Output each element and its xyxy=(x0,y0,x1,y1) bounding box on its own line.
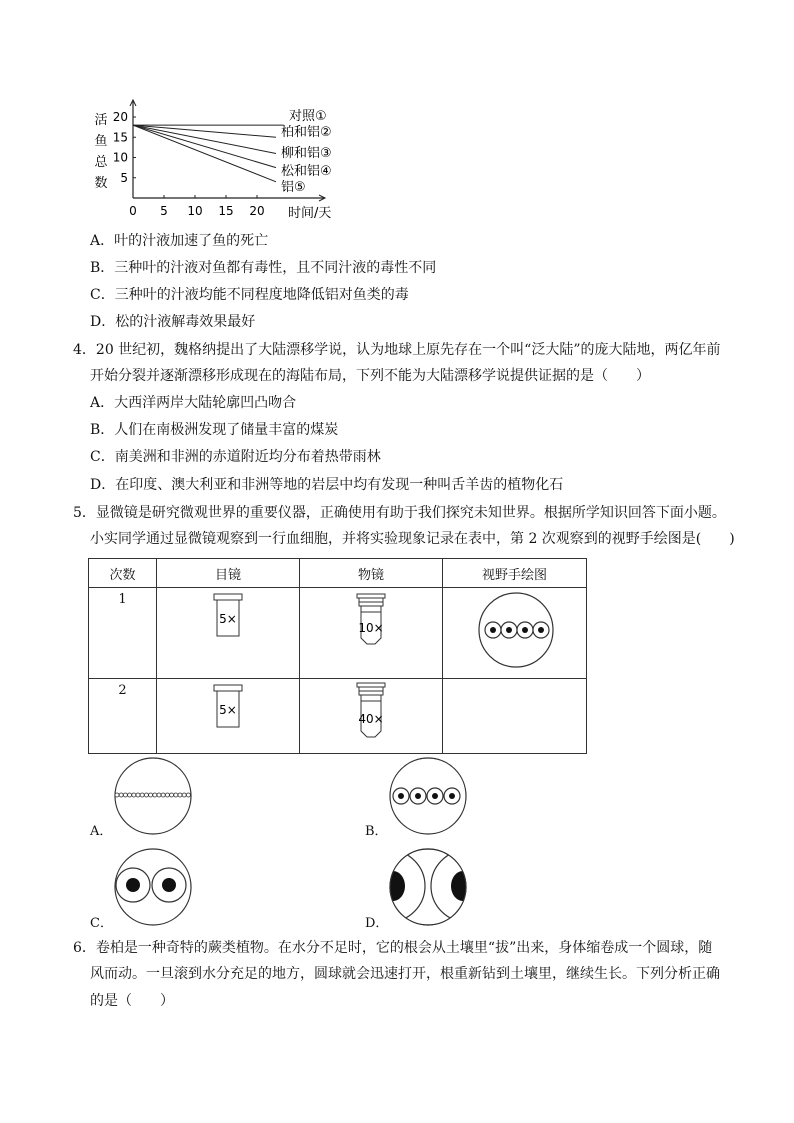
option-c-label: C． xyxy=(90,916,113,931)
eyepiece-magnification: 5× xyxy=(219,703,237,717)
eyepiece-magnification: 5× xyxy=(219,612,237,626)
table-cell-trial: 1 xyxy=(89,588,157,679)
x-tick-label: 15 xyxy=(218,204,234,218)
y-tick-label: 15 xyxy=(112,130,128,145)
table-header: 目镜 xyxy=(157,559,300,588)
tiny-cell xyxy=(149,793,153,797)
x-tick-label: 0 xyxy=(129,204,137,218)
x-tick-label: 5 xyxy=(160,204,168,218)
option-b-figure xyxy=(387,755,469,837)
table-cell-eyepiece xyxy=(157,588,300,679)
series-label: 松和铝④ xyxy=(281,164,332,179)
objective-magnification: 40× xyxy=(358,712,384,726)
chart-y-axis-label xyxy=(94,113,108,191)
tiny-cell xyxy=(153,793,157,797)
series-label: 对照① xyxy=(289,109,327,124)
tiny-cell xyxy=(182,793,186,797)
table-header: 物镜 xyxy=(300,559,443,588)
chart-x-axis-label: 时间/天 xyxy=(288,206,332,221)
table-cell-drawing xyxy=(443,588,587,679)
table-cell-drawing-empty xyxy=(443,679,587,754)
fish-survival-chart xyxy=(85,98,365,226)
tiny-cell xyxy=(144,793,148,797)
option-d-label: D． xyxy=(365,916,389,931)
q6-stem-line1: 6．卷柏是一种奇特的蕨类植物。在水分不足时，它的根会从土壤里“拔”出来，身体缩卷成一个圆球，随 xyxy=(73,940,713,956)
tiny-cell xyxy=(136,793,140,797)
tiny-cell xyxy=(115,793,119,797)
q4-option-d: D．在印度、澳大利亚和非洲等地的岩层中均有发现一种叫舌羊齿的植物化石 xyxy=(90,477,564,493)
table-cell-objective xyxy=(300,679,443,754)
chart-series-labels xyxy=(281,108,332,195)
tiny-cell xyxy=(186,793,190,797)
table-header-row xyxy=(89,559,587,588)
q4-stem-line2: 开始分裂并逐渐漂移形成现在的海陆布局，下列不能为大陆漂移学说提供证据的是（ ） xyxy=(90,368,650,384)
q6-stem-line2: 风而动。一旦滚到水分充足的地方，圆球就会迅速打开，根重新钻到土壤里，继续生长。下列分析正确 xyxy=(90,966,720,982)
q4-option-c: C．南美洲和非洲的赤道附近均分布着热带雨林 xyxy=(90,449,381,465)
tiny-cell xyxy=(128,793,132,797)
x-tick-label: 20 xyxy=(249,204,265,218)
microscope-table xyxy=(88,558,587,754)
q3-option-a: A．叶的汁液加速了鱼的死亡 xyxy=(90,233,269,249)
q3-option-c: C．三种叶的汁液均能不同程度地降低铝对鱼类的毒 xyxy=(90,287,409,303)
series-line xyxy=(133,125,276,182)
option-d-figure xyxy=(387,846,469,928)
q5-stem-line2: 小实同学通过显微镜观察到一行血细胞，并将实验现象记录在表中，第 2 次观察到的视野手绘图是( ) xyxy=(90,531,735,547)
option-a-figure xyxy=(112,755,194,837)
option-c-figure xyxy=(112,846,194,928)
y-label-char: 鱼 xyxy=(94,134,108,149)
q3-option-b: B．三种叶的汁液对鱼都有毒性，且不同汁液的毒性不同 xyxy=(90,260,437,276)
option-a-label: A． xyxy=(90,824,113,839)
series-line xyxy=(133,125,276,153)
q4-option-a: A．大西洋两岸大陆轮廓凹凸吻合 xyxy=(90,395,297,411)
tiny-cell xyxy=(161,793,165,797)
table-cell-trial: 2 xyxy=(89,679,157,754)
y-tick-label: 10 xyxy=(112,150,128,165)
y-label-char: 数 xyxy=(94,176,108,191)
objective-lens-icon xyxy=(301,588,441,674)
tiny-cell xyxy=(165,793,169,797)
q6-stem-line3: 的是（ ） xyxy=(90,993,174,1009)
q3-option-d: D．松的汁液解毒效果最好 xyxy=(90,314,256,330)
tiny-cell xyxy=(174,793,178,797)
objective-magnification: 10× xyxy=(358,621,384,635)
x-tick-label: 10 xyxy=(187,204,203,218)
table-header: 视野手绘图 xyxy=(443,559,587,588)
table-row xyxy=(89,679,587,754)
series-label: 铝⑤ xyxy=(281,180,306,195)
table-header: 次数 xyxy=(89,559,157,588)
table-cell-eyepiece xyxy=(157,679,300,754)
tiny-cell xyxy=(132,793,136,797)
eyepiece-icon xyxy=(158,588,298,674)
tiny-cell xyxy=(119,793,123,797)
tiny-cell xyxy=(140,793,144,797)
eyepiece-icon xyxy=(158,679,298,749)
y-label-char: 总 xyxy=(94,155,108,170)
tiny-cell xyxy=(170,793,174,797)
table-cell-objective xyxy=(300,588,443,679)
series-label: 柏和铝② xyxy=(281,125,332,140)
table-row xyxy=(89,588,587,679)
q4-option-b: B．人们在南极洲发现了储量丰富的煤炭 xyxy=(90,422,339,438)
q5-stem-line1: 5．显微镜是研究微观世界的重要仪器，正确使用有助于我们探究未知世界。根据所学知识回答下面小题。 xyxy=(73,505,726,521)
chart-series xyxy=(133,125,284,182)
tiny-cell xyxy=(157,793,161,797)
series-label: 柳和铝③ xyxy=(281,146,332,161)
y-tick-label: 20 xyxy=(112,110,128,124)
y-tick-label: 5 xyxy=(120,170,128,185)
field-of-view-drawing xyxy=(445,588,585,674)
tiny-cell xyxy=(178,793,182,797)
y-label-char: 活 xyxy=(94,113,108,128)
objective-lens-icon xyxy=(301,679,441,749)
tiny-cell xyxy=(123,793,127,797)
q4-stem-line1: 4．20 世纪初，魏格纳提出了大陆漂移学说，认为地球上原先存在一个叫“泛大陆”的庞大陆地，两亿年前 xyxy=(73,342,721,358)
option-b-label: B． xyxy=(365,824,388,839)
